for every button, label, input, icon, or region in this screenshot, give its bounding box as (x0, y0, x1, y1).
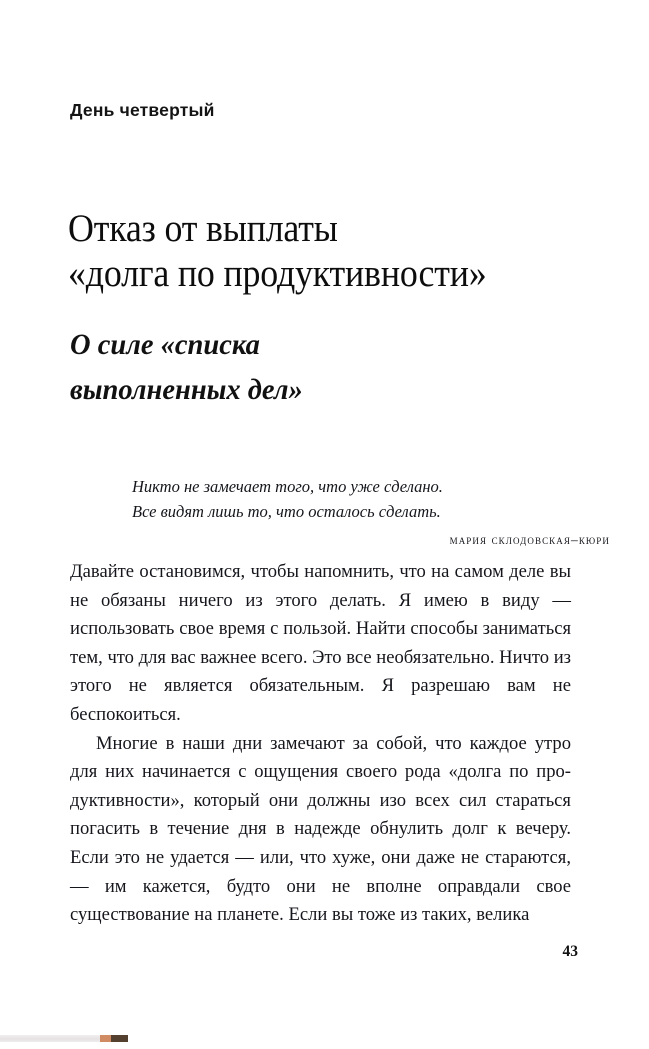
chapter-subtitle-line-1: О силе «списка (70, 327, 260, 361)
body-paragraph: Многие в наши дни замечают за собой, что каждое утро для них начинается с ощущения своего рода «долга по продуктивности», который они должны изо всех сил стараться погасить в течение дня в надежде обнулить долг к вечеру. Если это не удается — или, что хуже, они даже не стараются, — им кажется, будто они не вполне оправдали свое существование на планете. Если вы тоже из таких, велика (70, 732, 571, 926)
chapter-subtitle (70, 322, 564, 412)
body-text (70, 558, 571, 930)
chapter-subtitle-line-2: выполненных дел» (70, 372, 303, 406)
chapter-title-line-2: «долга по продуктивности» (68, 252, 487, 296)
scan-edge-artifact (0, 1035, 128, 1042)
epigraph-line-2: Все видят лишь то, что осталось сделать. (132, 502, 441, 521)
scan-edge-brown-segment (111, 1035, 128, 1042)
epigraph-line-1: Никто не замечает того, что уже сделано. (132, 477, 443, 496)
epigraph (132, 474, 610, 548)
day-label: День четвертый (70, 100, 215, 120)
body-paragraph: Давайте остановимся, чтобы напомнить, что на самом деле вы не обязаны ничего из этого делать. Я имею в виду — использовать свое время с пользой. Найти способы заниматься тем, что для вас важнее всего. Это все необязательно. Ничто из этого не является обязательным. Я разрешаю вам не беспокоиться. (70, 561, 571, 725)
chapter-title-line-1: Отказ от выплаты (68, 207, 338, 251)
page-number: 43 (562, 943, 578, 960)
scan-edge-orange-segment (100, 1035, 111, 1042)
chapter-title (68, 206, 546, 296)
scan-edge-gray-segment (0, 1035, 100, 1042)
epigraph-attribution: мария склодовская–кюри (449, 532, 610, 547)
